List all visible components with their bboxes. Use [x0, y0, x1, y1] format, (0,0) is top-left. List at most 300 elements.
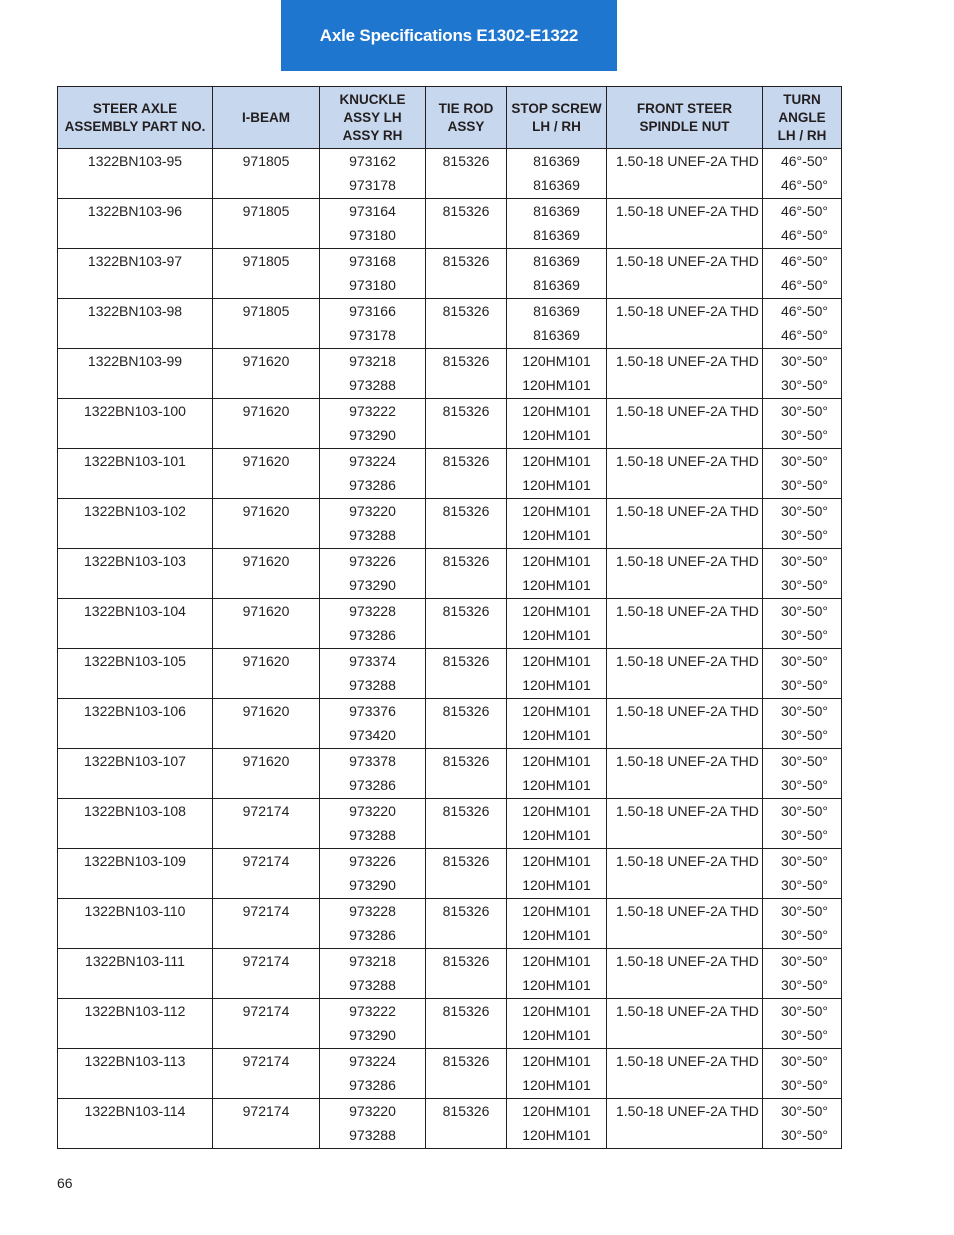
tie-rod-cell: 815326	[426, 1049, 507, 1075]
tie-rod-cell-empty	[426, 424, 507, 449]
table-row	[58, 549, 842, 575]
table-row	[58, 524, 842, 549]
knuckle-rh-cell: 973288	[320, 374, 426, 399]
i-beam-cell-empty	[213, 1024, 320, 1049]
i-beam-cell: 971620	[213, 499, 320, 525]
turn-angle-rh-cell: 46°-50°	[763, 224, 842, 249]
spindle-nut-cell: 1.50-18 UNEF-2A THD	[607, 1049, 763, 1075]
turn-angle-lh-cell: 46°-50°	[763, 249, 842, 275]
part-number-cell-empty	[58, 1124, 213, 1149]
header-i-beam: I-BEAM	[213, 87, 320, 149]
spindle-nut-cell-empty	[607, 474, 763, 499]
tie-rod-cell: 815326	[426, 699, 507, 725]
header-spindle-nut: FRONT STEER SPINDLE NUT	[607, 87, 763, 149]
i-beam-cell-empty	[213, 524, 320, 549]
stop-screw-lh-cell: 120HM101	[507, 349, 607, 375]
table-row	[58, 474, 842, 499]
title-banner	[281, 0, 617, 71]
i-beam-cell: 971620	[213, 449, 320, 475]
stop-screw-lh-cell: 120HM101	[507, 799, 607, 825]
knuckle-lh-cell: 973220	[320, 1099, 426, 1125]
spindle-nut-cell-empty	[607, 374, 763, 399]
part-number-cell-empty	[58, 624, 213, 649]
turn-angle-lh-cell: 46°-50°	[763, 299, 842, 325]
part-number-cell: 1322BN103-106	[58, 699, 213, 725]
stop-screw-lh-cell: 120HM101	[507, 949, 607, 975]
knuckle-rh-cell: 973288	[320, 1124, 426, 1149]
knuckle-rh-cell: 973286	[320, 924, 426, 949]
header-steer-axle-part: STEER AXLE ASSEMBLY PART NO.	[58, 87, 213, 149]
table-row	[58, 849, 842, 875]
i-beam-cell-empty	[213, 624, 320, 649]
spindle-nut-cell: 1.50-18 UNEF-2A THD	[607, 949, 763, 975]
tie-rod-cell: 815326	[426, 249, 507, 275]
stop-screw-lh-cell: 816369	[507, 199, 607, 225]
i-beam-cell-empty	[213, 924, 320, 949]
part-number-cell: 1322BN103-98	[58, 299, 213, 325]
table-row	[58, 649, 842, 675]
turn-angle-lh-cell: 30°-50°	[763, 999, 842, 1025]
tie-rod-cell-empty	[426, 324, 507, 349]
knuckle-rh-cell: 973286	[320, 624, 426, 649]
part-number-cell: 1322BN103-95	[58, 149, 213, 175]
stop-screw-lh-cell: 816369	[507, 299, 607, 325]
part-number-cell: 1322BN103-103	[58, 549, 213, 575]
turn-angle-rh-cell: 30°-50°	[763, 674, 842, 699]
table-row	[58, 299, 842, 325]
page-number: 66	[57, 1175, 73, 1191]
i-beam-cell: 972174	[213, 799, 320, 825]
spindle-nut-cell-empty	[607, 324, 763, 349]
tie-rod-cell-empty	[426, 1124, 507, 1149]
table-row	[58, 499, 842, 525]
part-number-cell-empty	[58, 274, 213, 299]
table-body	[58, 149, 842, 1149]
i-beam-cell-empty	[213, 974, 320, 999]
turn-angle-rh-cell: 30°-50°	[763, 974, 842, 999]
spindle-nut-cell-empty	[607, 974, 763, 999]
knuckle-rh-cell: 973180	[320, 224, 426, 249]
spindle-nut-cell-empty	[607, 274, 763, 299]
spindle-nut-cell: 1.50-18 UNEF-2A THD	[607, 749, 763, 775]
tie-rod-cell-empty	[426, 524, 507, 549]
table-header-row	[58, 87, 842, 149]
knuckle-lh-cell: 973224	[320, 1049, 426, 1075]
knuckle-rh-cell: 973420	[320, 724, 426, 749]
turn-angle-lh-cell: 30°-50°	[763, 349, 842, 375]
turn-angle-rh-cell: 30°-50°	[763, 374, 842, 399]
part-number-cell-empty	[58, 1074, 213, 1099]
tie-rod-cell: 815326	[426, 449, 507, 475]
turn-angle-rh-cell: 30°-50°	[763, 574, 842, 599]
stop-screw-rh-cell: 120HM101	[507, 474, 607, 499]
turn-angle-rh-cell: 30°-50°	[763, 824, 842, 849]
tie-rod-cell: 815326	[426, 399, 507, 425]
turn-angle-rh-cell: 46°-50°	[763, 274, 842, 299]
knuckle-lh-cell: 973164	[320, 199, 426, 225]
spindle-nut-cell: 1.50-18 UNEF-2A THD	[607, 249, 763, 275]
turn-angle-rh-cell: 30°-50°	[763, 474, 842, 499]
i-beam-cell-empty	[213, 574, 320, 599]
table-row	[58, 624, 842, 649]
turn-angle-rh-cell: 30°-50°	[763, 424, 842, 449]
tie-rod-cell-empty	[426, 974, 507, 999]
spindle-nut-cell: 1.50-18 UNEF-2A THD	[607, 449, 763, 475]
tie-rod-cell-empty	[426, 724, 507, 749]
part-number-cell: 1322BN103-107	[58, 749, 213, 775]
knuckle-rh-cell: 973290	[320, 874, 426, 899]
page-title: Axle Specifications E1302-E1322	[319, 25, 579, 45]
knuckle-rh-cell: 973288	[320, 524, 426, 549]
part-number-cell-empty	[58, 574, 213, 599]
spindle-nut-cell-empty	[607, 624, 763, 649]
spindle-nut-cell: 1.50-18 UNEF-2A THD	[607, 799, 763, 825]
spindle-nut-cell: 1.50-18 UNEF-2A THD	[607, 299, 763, 325]
table-row	[58, 574, 842, 599]
tie-rod-cell: 815326	[426, 1099, 507, 1125]
knuckle-lh-cell: 973376	[320, 699, 426, 725]
i-beam-cell: 971620	[213, 749, 320, 775]
part-number-cell-empty	[58, 674, 213, 699]
turn-angle-lh-cell: 30°-50°	[763, 699, 842, 725]
stop-screw-rh-cell: 816369	[507, 224, 607, 249]
stop-screw-lh-cell: 120HM101	[507, 449, 607, 475]
spindle-nut-cell-empty	[607, 674, 763, 699]
stop-screw-rh-cell: 120HM101	[507, 974, 607, 999]
table-row	[58, 899, 842, 925]
spindle-nut-cell-empty	[607, 174, 763, 199]
tie-rod-cell-empty	[426, 674, 507, 699]
stop-screw-lh-cell: 120HM101	[507, 599, 607, 625]
stop-screw-rh-cell: 120HM101	[507, 1124, 607, 1149]
part-number-cell-empty	[58, 924, 213, 949]
spindle-nut-cell-empty	[607, 224, 763, 249]
knuckle-lh-cell: 973218	[320, 349, 426, 375]
part-number-cell-empty	[58, 724, 213, 749]
tie-rod-cell: 815326	[426, 949, 507, 975]
part-number-cell: 1322BN103-101	[58, 449, 213, 475]
knuckle-lh-cell: 973220	[320, 499, 426, 525]
knuckle-rh-cell: 973286	[320, 474, 426, 499]
tie-rod-cell-empty	[426, 924, 507, 949]
table-row	[58, 724, 842, 749]
i-beam-cell: 971620	[213, 599, 320, 625]
turn-angle-rh-cell: 30°-50°	[763, 724, 842, 749]
i-beam-cell-empty	[213, 374, 320, 399]
i-beam-cell-empty	[213, 724, 320, 749]
part-number-cell: 1322BN103-112	[58, 999, 213, 1025]
knuckle-rh-cell: 973288	[320, 674, 426, 699]
table-row	[58, 1024, 842, 1049]
stop-screw-rh-cell: 120HM101	[507, 724, 607, 749]
stop-screw-rh-cell: 120HM101	[507, 524, 607, 549]
i-beam-cell: 971620	[213, 649, 320, 675]
turn-angle-lh-cell: 30°-50°	[763, 799, 842, 825]
table-row	[58, 274, 842, 299]
spindle-nut-cell-empty	[607, 424, 763, 449]
table-row	[58, 449, 842, 475]
tie-rod-cell: 815326	[426, 199, 507, 225]
spindle-nut-cell: 1.50-18 UNEF-2A THD	[607, 399, 763, 425]
knuckle-lh-cell: 973166	[320, 299, 426, 325]
turn-angle-rh-cell: 30°-50°	[763, 924, 842, 949]
stop-screw-rh-cell: 120HM101	[507, 774, 607, 799]
knuckle-lh-cell: 973222	[320, 999, 426, 1025]
part-number-cell: 1322BN103-104	[58, 599, 213, 625]
part-number-cell-empty	[58, 374, 213, 399]
i-beam-cell-empty	[213, 224, 320, 249]
spindle-nut-cell: 1.50-18 UNEF-2A THD	[607, 899, 763, 925]
knuckle-lh-cell: 973374	[320, 649, 426, 675]
turn-angle-rh-cell: 30°-50°	[763, 524, 842, 549]
stop-screw-lh-cell: 120HM101	[507, 749, 607, 775]
tie-rod-cell-empty	[426, 624, 507, 649]
i-beam-cell-empty	[213, 324, 320, 349]
i-beam-cell-empty	[213, 874, 320, 899]
i-beam-cell: 971805	[213, 149, 320, 175]
i-beam-cell: 971620	[213, 549, 320, 575]
spindle-nut-cell-empty	[607, 824, 763, 849]
part-number-cell-empty	[58, 474, 213, 499]
table-row	[58, 949, 842, 975]
part-number-cell: 1322BN103-96	[58, 199, 213, 225]
knuckle-rh-cell: 973286	[320, 774, 426, 799]
knuckle-rh-cell: 973288	[320, 974, 426, 999]
turn-angle-lh-cell: 30°-50°	[763, 949, 842, 975]
turn-angle-lh-cell: 30°-50°	[763, 1049, 842, 1075]
part-number-cell-empty	[58, 874, 213, 899]
tie-rod-cell-empty	[426, 1024, 507, 1049]
part-number-cell: 1322BN103-110	[58, 899, 213, 925]
i-beam-cell: 972174	[213, 899, 320, 925]
stop-screw-rh-cell: 120HM101	[507, 574, 607, 599]
tie-rod-cell-empty	[426, 1074, 507, 1099]
table-row	[58, 399, 842, 425]
tie-rod-cell-empty	[426, 874, 507, 899]
knuckle-rh-cell: 973178	[320, 174, 426, 199]
part-number-cell: 1322BN103-113	[58, 1049, 213, 1075]
knuckle-lh-cell: 973220	[320, 799, 426, 825]
turn-angle-lh-cell: 46°-50°	[763, 149, 842, 175]
i-beam-cell-empty	[213, 824, 320, 849]
i-beam-cell: 971620	[213, 349, 320, 375]
turn-angle-lh-cell: 30°-50°	[763, 449, 842, 475]
part-number-cell-empty	[58, 174, 213, 199]
stop-screw-lh-cell: 120HM101	[507, 649, 607, 675]
part-number-cell-empty	[58, 224, 213, 249]
stop-screw-rh-cell: 816369	[507, 274, 607, 299]
i-beam-cell: 972174	[213, 1099, 320, 1125]
knuckle-lh-cell: 973162	[320, 149, 426, 175]
i-beam-cell-empty	[213, 1074, 320, 1099]
part-number-cell-empty	[58, 324, 213, 349]
part-number-cell-empty	[58, 824, 213, 849]
knuckle-lh-cell: 973228	[320, 599, 426, 625]
table-row	[58, 674, 842, 699]
turn-angle-lh-cell: 30°-50°	[763, 649, 842, 675]
turn-angle-rh-cell: 30°-50°	[763, 624, 842, 649]
knuckle-lh-cell: 973222	[320, 399, 426, 425]
axle-spec-table	[57, 86, 842, 1149]
stop-screw-lh-cell: 120HM101	[507, 999, 607, 1025]
stop-screw-rh-cell: 120HM101	[507, 824, 607, 849]
table-row	[58, 174, 842, 199]
part-number-cell: 1322BN103-109	[58, 849, 213, 875]
tie-rod-cell: 815326	[426, 549, 507, 575]
i-beam-cell-empty	[213, 474, 320, 499]
part-number-cell: 1322BN103-100	[58, 399, 213, 425]
spindle-nut-cell: 1.50-18 UNEF-2A THD	[607, 349, 763, 375]
knuckle-rh-cell: 973290	[320, 1024, 426, 1049]
turn-angle-rh-cell: 30°-50°	[763, 774, 842, 799]
i-beam-cell: 971805	[213, 249, 320, 275]
knuckle-lh-cell: 973168	[320, 249, 426, 275]
tie-rod-cell: 815326	[426, 649, 507, 675]
spindle-nut-cell-empty	[607, 874, 763, 899]
table-row	[58, 799, 842, 825]
stop-screw-lh-cell: 120HM101	[507, 499, 607, 525]
header-tie-rod: TIE ROD ASSY	[426, 87, 507, 149]
table-row	[58, 324, 842, 349]
header-turn-angle: TURN ANGLE LH / RH	[763, 87, 842, 149]
i-beam-cell: 972174	[213, 849, 320, 875]
part-number-cell-empty	[58, 974, 213, 999]
turn-angle-lh-cell: 30°-50°	[763, 549, 842, 575]
table-row	[58, 249, 842, 275]
stop-screw-lh-cell: 120HM101	[507, 699, 607, 725]
table-row	[58, 374, 842, 399]
stop-screw-lh-cell: 816369	[507, 249, 607, 275]
turn-angle-lh-cell: 30°-50°	[763, 499, 842, 525]
knuckle-rh-cell: 973286	[320, 1074, 426, 1099]
stop-screw-rh-cell: 120HM101	[507, 424, 607, 449]
table-row	[58, 199, 842, 225]
knuckle-lh-cell: 973226	[320, 849, 426, 875]
tie-rod-cell-empty	[426, 174, 507, 199]
spindle-nut-cell-empty	[607, 1024, 763, 1049]
tie-rod-cell-empty	[426, 574, 507, 599]
stop-screw-rh-cell: 120HM101	[507, 374, 607, 399]
table-row	[58, 1074, 842, 1099]
i-beam-cell: 972174	[213, 1049, 320, 1075]
spindle-nut-cell: 1.50-18 UNEF-2A THD	[607, 549, 763, 575]
i-beam-cell: 972174	[213, 949, 320, 975]
tie-rod-cell-empty	[426, 774, 507, 799]
knuckle-rh-cell: 973180	[320, 274, 426, 299]
stop-screw-rh-cell: 120HM101	[507, 874, 607, 899]
turn-angle-lh-cell: 30°-50°	[763, 1099, 842, 1125]
part-number-cell: 1322BN103-105	[58, 649, 213, 675]
tie-rod-cell: 815326	[426, 999, 507, 1025]
table-row	[58, 999, 842, 1025]
stop-screw-lh-cell: 120HM101	[507, 1049, 607, 1075]
spindle-nut-cell: 1.50-18 UNEF-2A THD	[607, 999, 763, 1025]
knuckle-lh-cell: 973218	[320, 949, 426, 975]
tie-rod-cell-empty	[426, 824, 507, 849]
knuckle-rh-cell: 973290	[320, 574, 426, 599]
tie-rod-cell-empty	[426, 224, 507, 249]
spindle-nut-cell: 1.50-18 UNEF-2A THD	[607, 649, 763, 675]
turn-angle-rh-cell: 46°-50°	[763, 324, 842, 349]
table-row	[58, 1099, 842, 1125]
stop-screw-rh-cell: 120HM101	[507, 624, 607, 649]
i-beam-cell-empty	[213, 174, 320, 199]
stop-screw-rh-cell: 816369	[507, 324, 607, 349]
stop-screw-lh-cell: 120HM101	[507, 549, 607, 575]
turn-angle-lh-cell: 30°-50°	[763, 599, 842, 625]
spindle-nut-cell: 1.50-18 UNEF-2A THD	[607, 149, 763, 175]
spindle-nut-cell-empty	[607, 524, 763, 549]
part-number-cell-empty	[58, 524, 213, 549]
spindle-nut-cell: 1.50-18 UNEF-2A THD	[607, 199, 763, 225]
spindle-nut-cell: 1.50-18 UNEF-2A THD	[607, 699, 763, 725]
table-row	[58, 774, 842, 799]
tie-rod-cell: 815326	[426, 299, 507, 325]
tie-rod-cell: 815326	[426, 149, 507, 175]
stop-screw-lh-cell: 120HM101	[507, 849, 607, 875]
turn-angle-rh-cell: 30°-50°	[763, 874, 842, 899]
i-beam-cell: 972174	[213, 999, 320, 1025]
i-beam-cell-empty	[213, 274, 320, 299]
spindle-nut-cell: 1.50-18 UNEF-2A THD	[607, 499, 763, 525]
table-row	[58, 224, 842, 249]
stop-screw-lh-cell: 120HM101	[507, 399, 607, 425]
header-knuckle: KNUCKLE ASSY LH ASSY RH	[320, 87, 426, 149]
spindle-nut-cell: 1.50-18 UNEF-2A THD	[607, 1099, 763, 1125]
tie-rod-cell: 815326	[426, 599, 507, 625]
table-row	[58, 974, 842, 999]
tie-rod-cell-empty	[426, 274, 507, 299]
turn-angle-lh-cell: 46°-50°	[763, 199, 842, 225]
tie-rod-cell: 815326	[426, 849, 507, 875]
part-number-cell-empty	[58, 1024, 213, 1049]
tie-rod-cell-empty	[426, 474, 507, 499]
i-beam-cell-empty	[213, 674, 320, 699]
tie-rod-cell: 815326	[426, 499, 507, 525]
turn-angle-rh-cell: 46°-50°	[763, 174, 842, 199]
spindle-nut-cell: 1.50-18 UNEF-2A THD	[607, 599, 763, 625]
turn-angle-rh-cell: 30°-50°	[763, 1124, 842, 1149]
table-row	[58, 599, 842, 625]
spindle-nut-cell: 1.50-18 UNEF-2A THD	[607, 849, 763, 875]
stop-screw-rh-cell: 120HM101	[507, 924, 607, 949]
stop-screw-rh-cell: 816369	[507, 174, 607, 199]
tie-rod-cell-empty	[426, 374, 507, 399]
i-beam-cell-empty	[213, 424, 320, 449]
turn-angle-rh-cell: 30°-50°	[763, 1024, 842, 1049]
table-row	[58, 1049, 842, 1075]
table-row	[58, 149, 842, 175]
i-beam-cell-empty	[213, 1124, 320, 1149]
stop-screw-lh-cell: 120HM101	[507, 899, 607, 925]
spindle-nut-cell-empty	[607, 1074, 763, 1099]
knuckle-lh-cell: 973378	[320, 749, 426, 775]
table-row	[58, 424, 842, 449]
knuckle-lh-cell: 973228	[320, 899, 426, 925]
part-number-cell-empty	[58, 424, 213, 449]
tie-rod-cell: 815326	[426, 749, 507, 775]
turn-angle-rh-cell: 30°-50°	[763, 1074, 842, 1099]
spindle-nut-cell-empty	[607, 774, 763, 799]
table-row	[58, 1124, 842, 1149]
stop-screw-rh-cell: 120HM101	[507, 674, 607, 699]
header-stop-screw: STOP SCREW LH / RH	[507, 87, 607, 149]
knuckle-rh-cell: 973288	[320, 824, 426, 849]
spindle-nut-cell-empty	[607, 1124, 763, 1149]
turn-angle-lh-cell: 30°-50°	[763, 899, 842, 925]
part-number-cell: 1322BN103-97	[58, 249, 213, 275]
i-beam-cell: 971805	[213, 199, 320, 225]
